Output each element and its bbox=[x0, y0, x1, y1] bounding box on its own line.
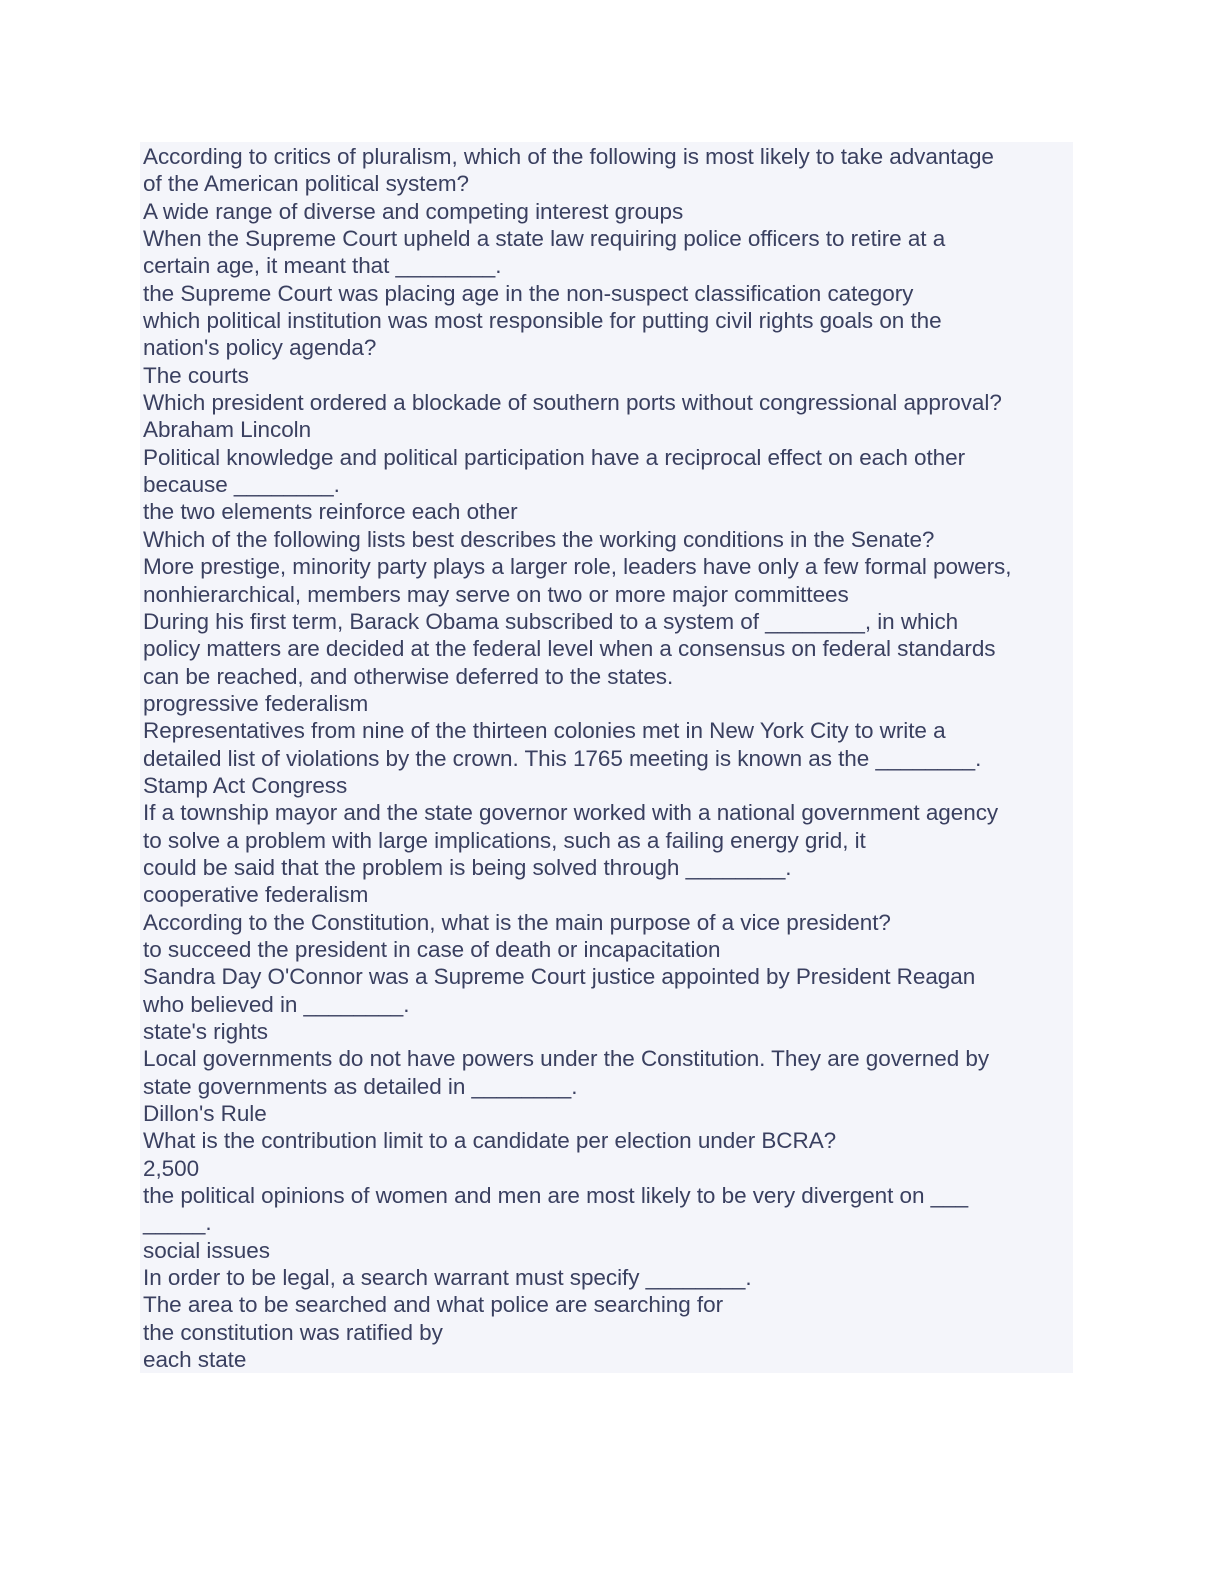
text-line: The courts bbox=[143, 362, 249, 388]
text-line: Which president ordered a blockade of southern ports without congressional approval? bbox=[143, 390, 1002, 416]
text-line: policy matters are decided at the federal level when a consensus on federal standards bbox=[143, 636, 996, 662]
text-line: of the American political system? bbox=[143, 171, 469, 197]
text-line: If a township mayor and the state governor worked with a national government agency bbox=[143, 800, 999, 826]
text-line: cooperative federalism bbox=[143, 882, 369, 908]
text-line: progressive federalism bbox=[143, 690, 369, 716]
text-line: Political knowledge and political participation have a reciprocal effect on each other bbox=[143, 444, 966, 470]
text-line: the Supreme Court was placing age in the non-suspect classification category bbox=[143, 280, 914, 306]
text-line: to succeed the president in case of death or incapacitation bbox=[143, 936, 721, 962]
text-line: Abraham Lincoln bbox=[143, 417, 312, 443]
text-line: Stamp Act Congress bbox=[143, 772, 348, 798]
text-line: certain age, it meant that ________. bbox=[143, 253, 502, 279]
text-line: each state bbox=[143, 1347, 247, 1373]
text-line: 2,500 bbox=[143, 1155, 200, 1181]
text-line: nonhierarchical, members may serve on two or more major committees bbox=[143, 581, 849, 607]
text-line: the two elements reinforce each other bbox=[143, 499, 518, 525]
text-line: social issues bbox=[143, 1237, 270, 1263]
text-line: The area to be searched and what police are searching for bbox=[143, 1292, 724, 1318]
text-line: _____. bbox=[143, 1210, 212, 1236]
text-line: Dillon's Rule bbox=[143, 1101, 267, 1127]
text-line: A wide range of diverse and competing interest groups bbox=[143, 198, 684, 224]
text-line: According to the Constitution, what is the main purpose of a vice president? bbox=[143, 909, 891, 935]
text-line: to solve a problem with large implications, such as a failing energy grid, it bbox=[143, 827, 866, 853]
text-line: More prestige, minority party plays a larger role, leaders have only a few formal powers, bbox=[143, 554, 1012, 580]
text-line: nation's policy agenda? bbox=[143, 335, 377, 361]
text-line: When the Supreme Court upheld a state law requiring police officers to retire at a bbox=[143, 226, 946, 252]
text-line: detailed list of violations by the crown. This 1765 meeting is known as the ________. bbox=[143, 745, 982, 771]
text-line: Which of the following lists best describes the working conditions in the Senate? bbox=[143, 526, 935, 552]
text-line: Sandra Day O'Connor was a Supreme Court justice appointed by President Reagan bbox=[143, 964, 976, 990]
text-line: During his first term, Barack Obama subscribed to a system of ________, in which bbox=[143, 608, 959, 634]
text-line: can be reached, and otherwise deferred to the states. bbox=[143, 663, 674, 689]
text-line: Representatives from nine of the thirteen colonies met in New York City to write a bbox=[143, 718, 946, 744]
text-line: which political institution was most responsible for putting civil rights goals on the bbox=[143, 308, 942, 334]
text-line: the constitution was ratified by bbox=[143, 1319, 443, 1345]
text-line: state's rights bbox=[143, 1019, 268, 1044]
text-line: could be said that the problem is being solved through ________. bbox=[143, 854, 792, 880]
text-line: In order to be legal, a search warrant must specify ________. bbox=[143, 1265, 752, 1291]
text-line: According to critics of pluralism, which of the following is most likely to take advantage bbox=[143, 144, 994, 169]
text-line: because ________. bbox=[143, 472, 340, 498]
text-line: who believed in ________. bbox=[143, 991, 410, 1017]
text-line: the political opinions of women and men are most likely to be very divergent on ___ bbox=[143, 1183, 969, 1209]
text-line: state governments as detailed in ________. bbox=[143, 1073, 578, 1099]
text-line: What is the contribution limit to a candidate per election under BCRA? bbox=[143, 1128, 837, 1154]
text-line: Local governments do not have powers under the Constitution. They are governed by bbox=[143, 1046, 990, 1072]
text-lines bbox=[143, 142, 1073, 1373]
study-text-block bbox=[140, 142, 1073, 1373]
